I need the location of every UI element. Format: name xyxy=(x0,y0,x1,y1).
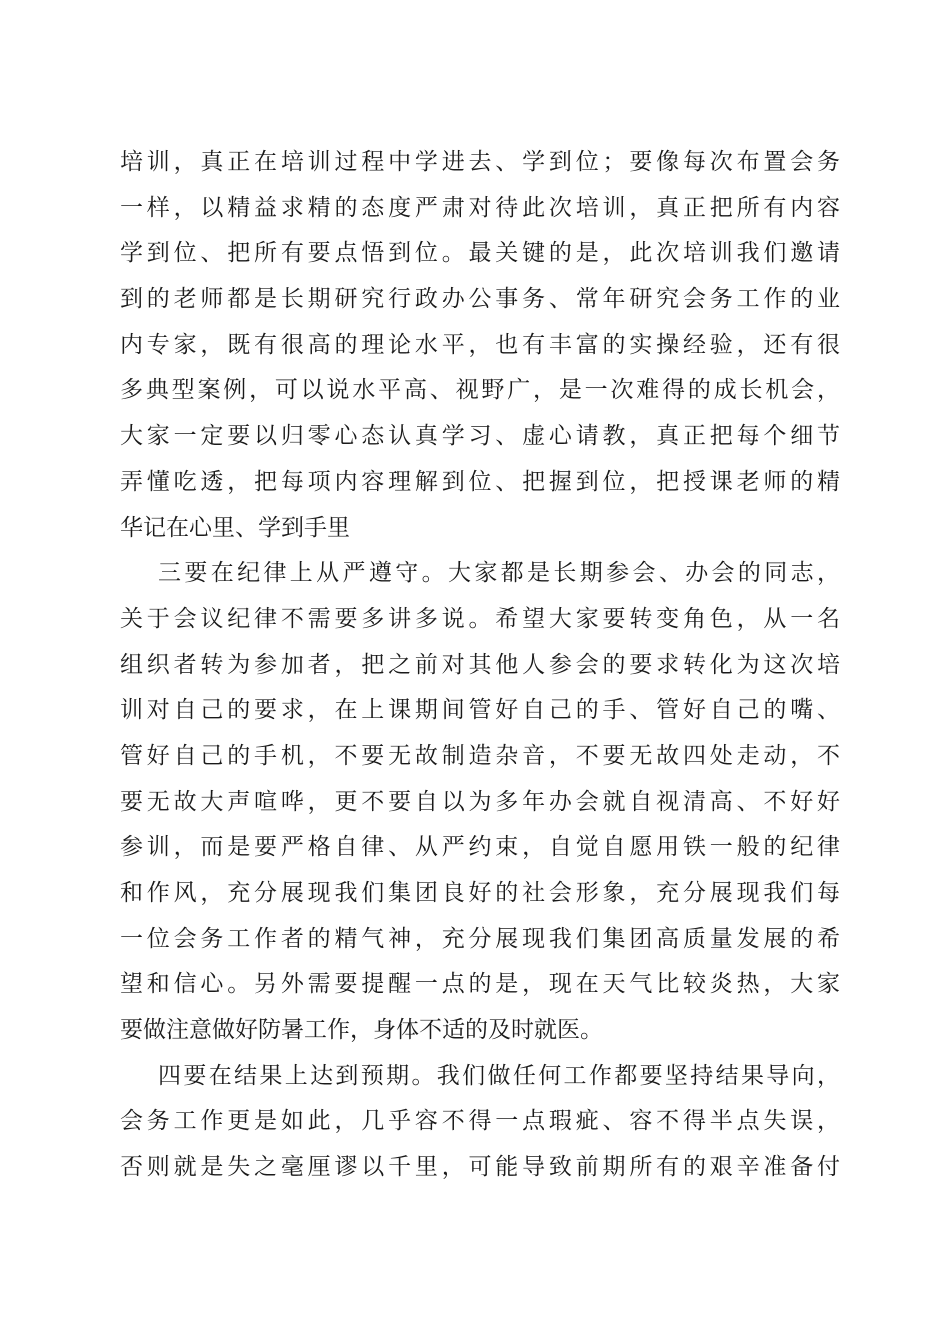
text-line: 会务工作更是如此，几乎容不得一点瑕疵、容不得半点失误， xyxy=(120,1108,840,1135)
text-line: 参训，而是要严格自律、从严约束，自觉自愿用铁一般的纪律 xyxy=(120,834,840,861)
text-line: 和作风，充分展现我们集团良好的社会形象，充分展现我们每 xyxy=(120,880,840,906)
text-line: 学到位、把所有要点悟到位。最关键的是，此次培训我们邀请 xyxy=(120,240,840,267)
text-line: 要做注意做好防暑工作，身体不适的及时就医。 xyxy=(120,1017,603,1044)
text-line: 大家一定要以归零心态认真学习、虚心请教，真正把每个细节 xyxy=(120,423,840,450)
paragraph-start-line: 三要在纪律上从严遵守。大家都是长期参会、办会的同志， xyxy=(158,560,840,587)
text-line: 弄懂吃透，把每项内容理解到位、把握到位，把授课老师的精 xyxy=(120,468,840,495)
paragraph-start-line: 四要在结果上达到预期。我们做任何工作都要坚持结果导向， xyxy=(158,1062,840,1089)
text-line: 一样，以精益求精的态度严肃对待此次培训，真正把所有内容 xyxy=(120,194,840,221)
body-text xyxy=(120,140,840,1191)
text-line: 一位会务工作者的精气神，充分展现我们集团高质量发展的希 xyxy=(120,925,840,952)
text-line: 组织者转为参加者，把之前对其他人参会的要求转化为这次培 xyxy=(120,651,840,678)
text-line: 到的老师都是长期研究行政办公事务、常年研究会务工作的业 xyxy=(120,286,840,313)
text-line: 华记在心里、学到手里 xyxy=(120,514,350,541)
text-line: 关于会议纪律不需要多讲多说。希望大家要转变角色，从一名 xyxy=(120,605,840,632)
text-line: 培训，真正在培训过程中学进去、学到位；要像每次布置会务 xyxy=(120,149,840,175)
text-line: 要无故大声喧哗，更不要自以为多年办会就自视清高、不好好 xyxy=(120,788,840,815)
text-line: 否则就是失之毫厘谬以千里，可能导致前期所有的艰辛准备付 xyxy=(120,1154,840,1181)
text-line: 望和信心。另外需要提醒一点的是，现在天气比较炎热，大家 xyxy=(120,971,840,998)
text-line: 训对自己的要求，在上课期间管好自己的手、管好自己的嘴、 xyxy=(120,697,840,724)
text-line: 内专家，既有很高的理论水平，也有丰富的实操经验，还有很 xyxy=(120,331,840,358)
text-line: 管好自己的手机，不要无故制造杂音，不要无故四处走动，不 xyxy=(120,742,840,769)
text-line: 多典型案例，可以说水平高、视野广，是一次难得的成长机会， xyxy=(120,377,840,404)
